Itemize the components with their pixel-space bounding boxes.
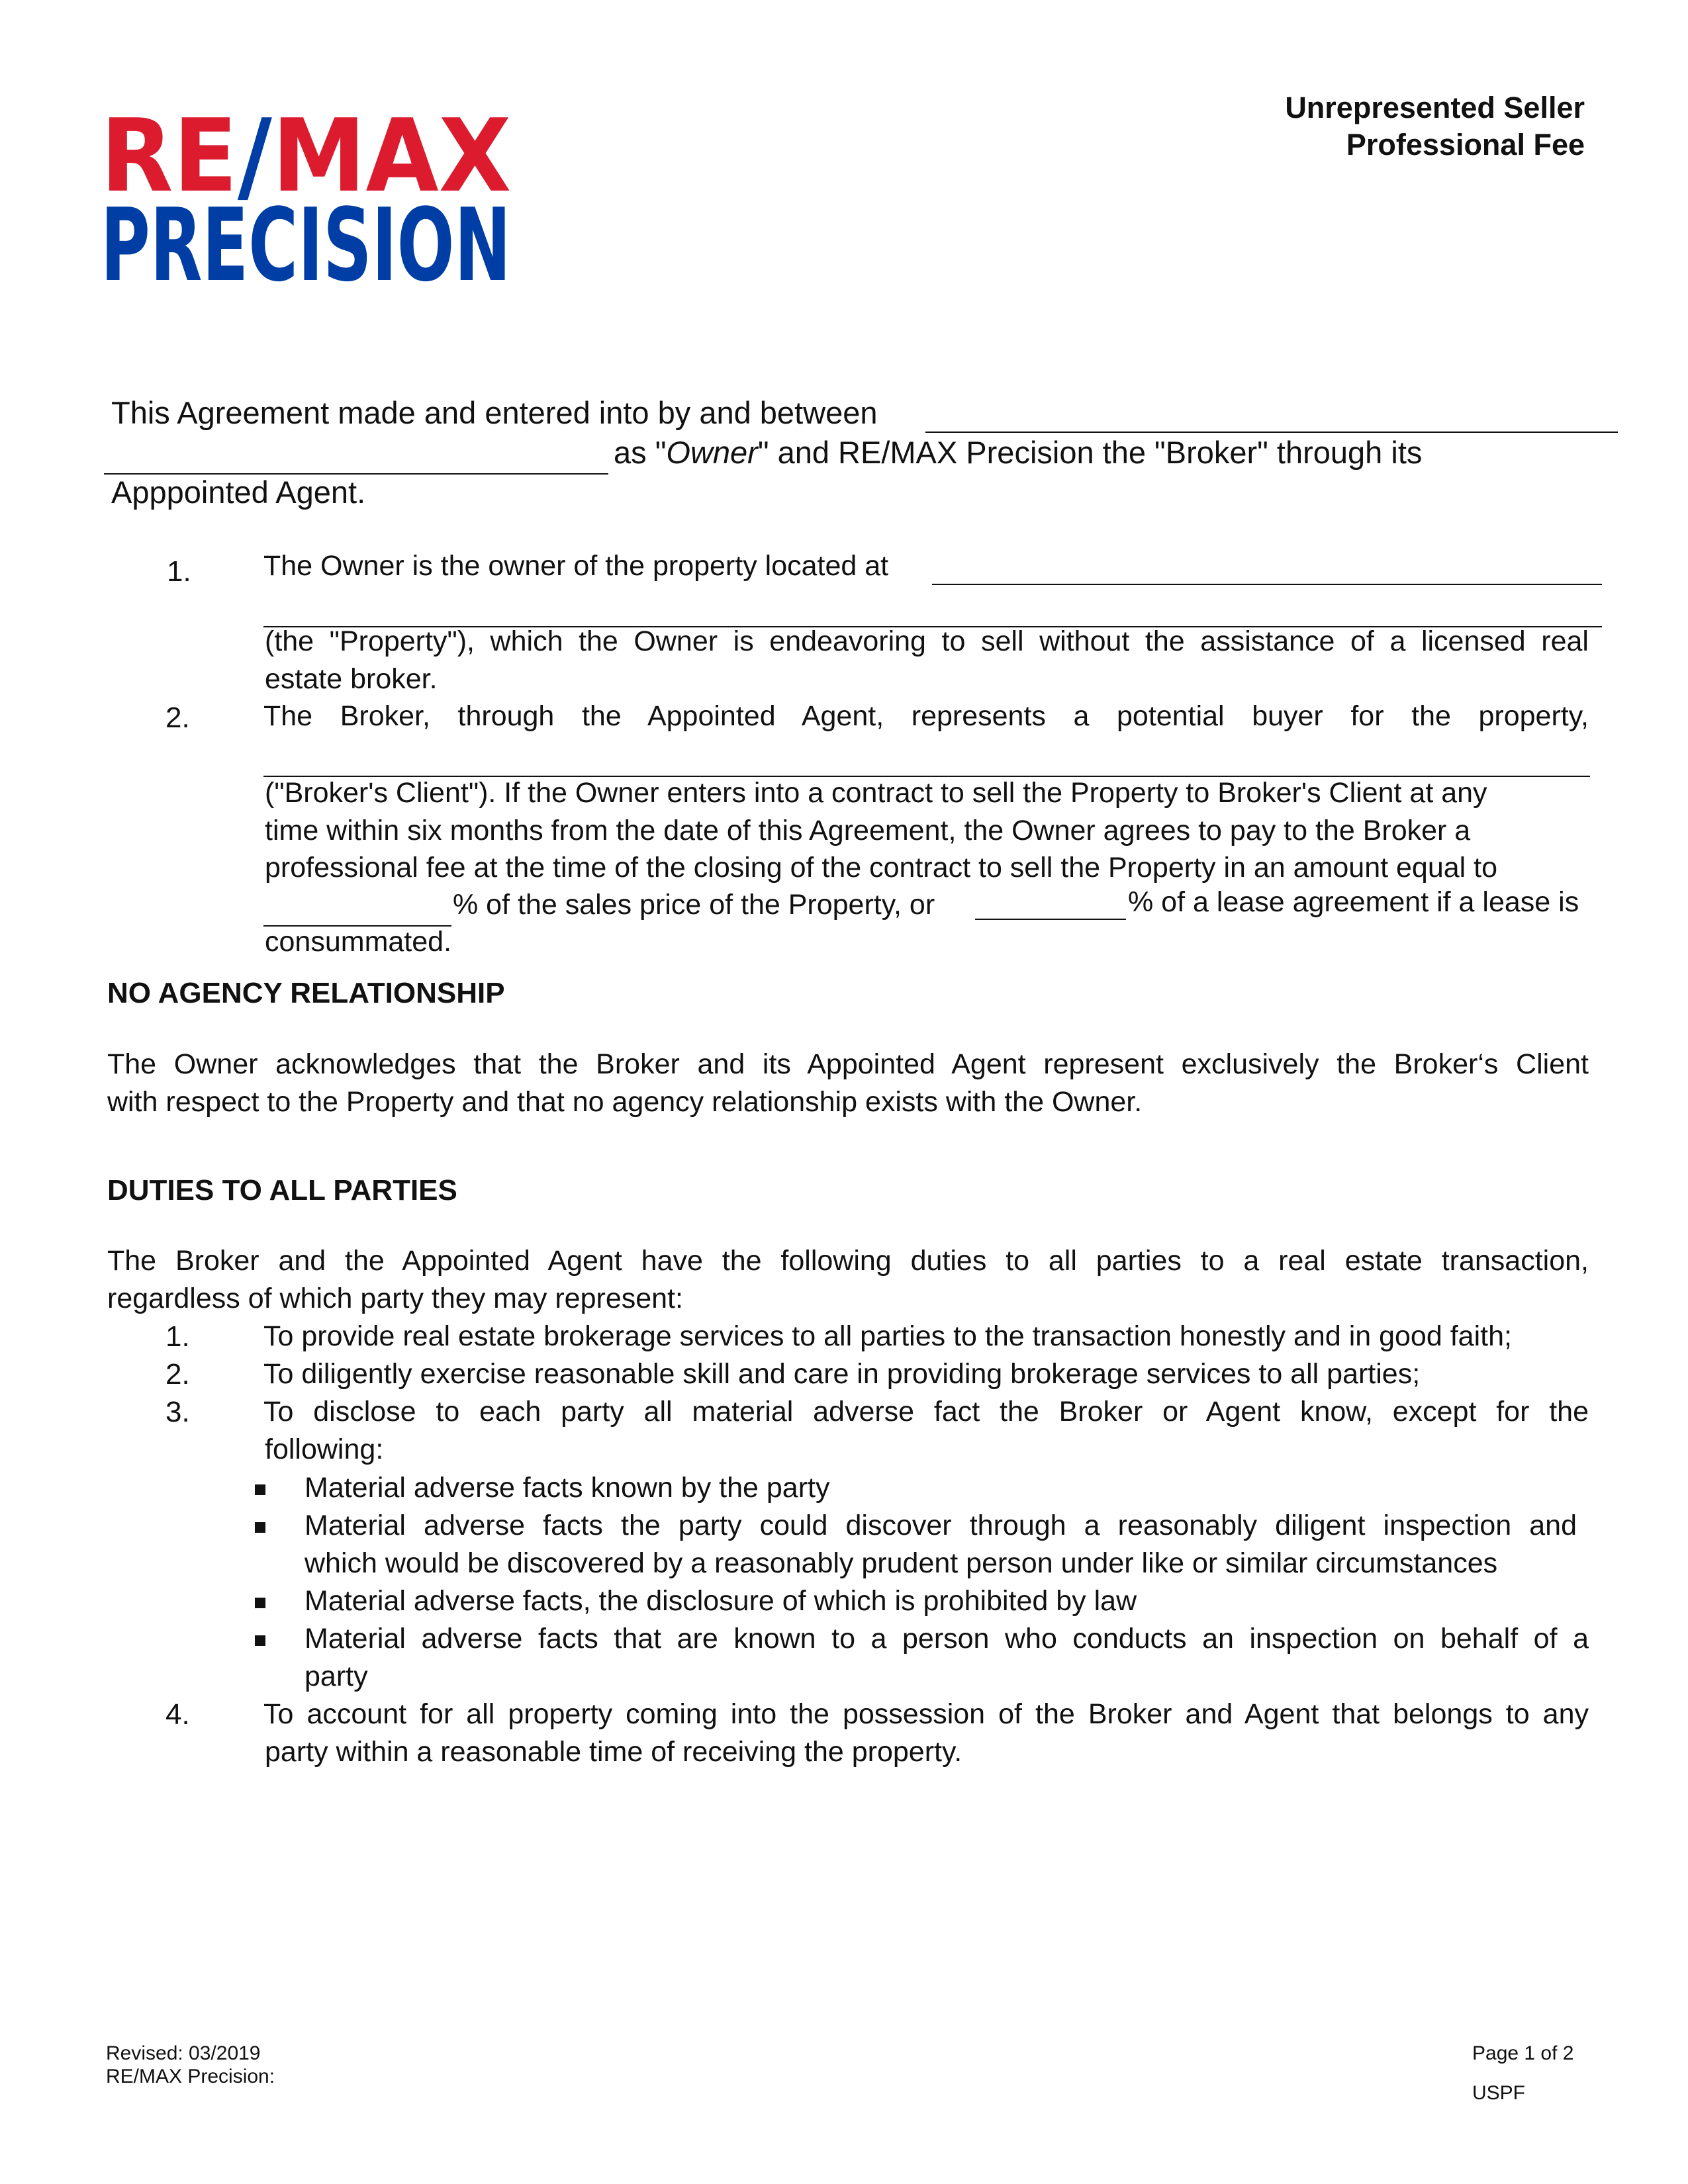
duty3-line1: To disclose to each party all material adverse fact the Broker or Agent know, except for the	[263, 1396, 1589, 1428]
item2-continuation-1: ("Broker's Client"). If the Owner enters into a contract to sell the Property to Broker's Client at any	[265, 777, 1487, 809]
no-agency-heading: NO AGENCY RELATIONSHIP	[107, 977, 505, 1009]
logo-line-precision: PRECISION	[101, 187, 511, 304]
no-agency-line1: The Owner acknowledges that the Broker and its Appointed Agent represent exclusively the Broker‘s Client	[107, 1048, 1589, 1080]
logo-re: RE	[101, 97, 238, 214]
item2-number: 2.	[165, 702, 190, 734]
duty2-text: To diligently exercise reasonable skill and care in providing brokerage services to all parties;	[263, 1358, 1421, 1390]
intro-line3: Apppointed Agent.	[111, 475, 366, 510]
bullet4-line2: party	[305, 1661, 368, 1692]
document-title-line2: Professional Fee	[1346, 128, 1585, 161]
footer-revised: Revised: 03/2019	[106, 2042, 261, 2064]
duties-heading: DUTIES TO ALL PARTIES	[107, 1174, 457, 1206]
duty3-line2: following:	[265, 1433, 384, 1465]
item2-text: The Broker, through the Appointed Agent, represents a potential buyer for the property,	[263, 700, 1589, 732]
lease-percent-blank[interactable]	[975, 919, 1126, 920]
duty4-line1: To account for all property coming into the possession of the Broker and Agent that belongs to any	[263, 1698, 1589, 1730]
bullet-1	[255, 1484, 265, 1495]
bullet-3	[255, 1598, 265, 1608]
bullet2-line1: Material adverse facts the party could discover through a reasonably diligent inspection and	[305, 1510, 1577, 1541]
bullet4-line1: Material adverse facts that are known to a person who conducts an inspection on behalf of a	[305, 1623, 1589, 1655]
bullet-2	[255, 1522, 265, 1533]
document-title-line1: Unrepresented Seller	[1285, 91, 1585, 124]
bullet2-line2: which would be discovered by a reasonably prudent person under like or similar circumstances	[305, 1547, 1498, 1579]
item2-fee-part1: % of the sales price of the Property, or	[453, 889, 935, 921]
duty1-number: 1.	[165, 1320, 190, 1353]
item1-number: 1.	[167, 555, 191, 588]
footer-company: RE/MAX Precision:	[106, 2066, 275, 2087]
duties-intro-line2: regardless of which party they may represent:	[107, 1283, 683, 1314]
owner-name-blank-1[interactable]	[925, 432, 1618, 433]
item2-continuation-3: professional fee at the time of the closing of the contract to sell the Property in an amount equal to	[265, 852, 1498, 884]
duty3-number: 3.	[165, 1396, 190, 1428]
logo-slash: /	[237, 97, 272, 214]
logo-max: MAX	[271, 97, 512, 214]
no-agency-line2: with respect to the Property and that no agency relationship exists with the Owner.	[107, 1086, 1143, 1118]
intro-as: as "	[614, 435, 667, 470]
intro-line2	[614, 437, 1422, 468]
duties-intro-line1: The Broker and the Appointed Agent have the following duties to all parties to a real estate transaction,	[107, 1245, 1589, 1277]
item2-fee-part2: % of a lease agreement if a lease is	[1128, 886, 1579, 918]
intro-owner: Owner	[666, 435, 758, 470]
duty2-number: 2.	[165, 1358, 190, 1390]
item1-continuation-2: estate broker.	[265, 663, 438, 695]
bullet3-text: Material adverse facts, the disclosure of which is prohibited by law	[305, 1585, 1137, 1617]
bullet-4	[255, 1635, 265, 1646]
duty4-line2: party within a reasonable time of receiving the property.	[265, 1736, 962, 1768]
item2-continuation-4: consummated.	[265, 926, 452, 958]
property-address-blank-1[interactable]	[932, 584, 1602, 585]
item2-continuation-2: time within six months from the date of this Agreement, the Owner agrees to pay to the Broker a	[265, 815, 1471, 846]
duty4-number: 4.	[165, 1698, 190, 1731]
footer-form-code: USPF	[1472, 2082, 1526, 2104]
item1-continuation-1: (the "Property"), which the Owner is endeavoring to sell without the assistance of a licensed real	[265, 625, 1589, 657]
item1-text: The Owner is the owner of the property located at	[263, 550, 889, 582]
duty1-text: To provide real estate brokerage services to all parties to the transaction honestly and in good faith;	[263, 1320, 1512, 1352]
intro-rest: " and RE/MAX Precision the "Broker" through its	[757, 435, 1423, 470]
footer-page-number: Page 1 of 2	[1472, 2042, 1574, 2064]
bullet1-text: Material adverse facts known by the party	[305, 1472, 830, 1504]
intro-line1: This Agreement made and entered into by and between	[111, 395, 878, 430]
